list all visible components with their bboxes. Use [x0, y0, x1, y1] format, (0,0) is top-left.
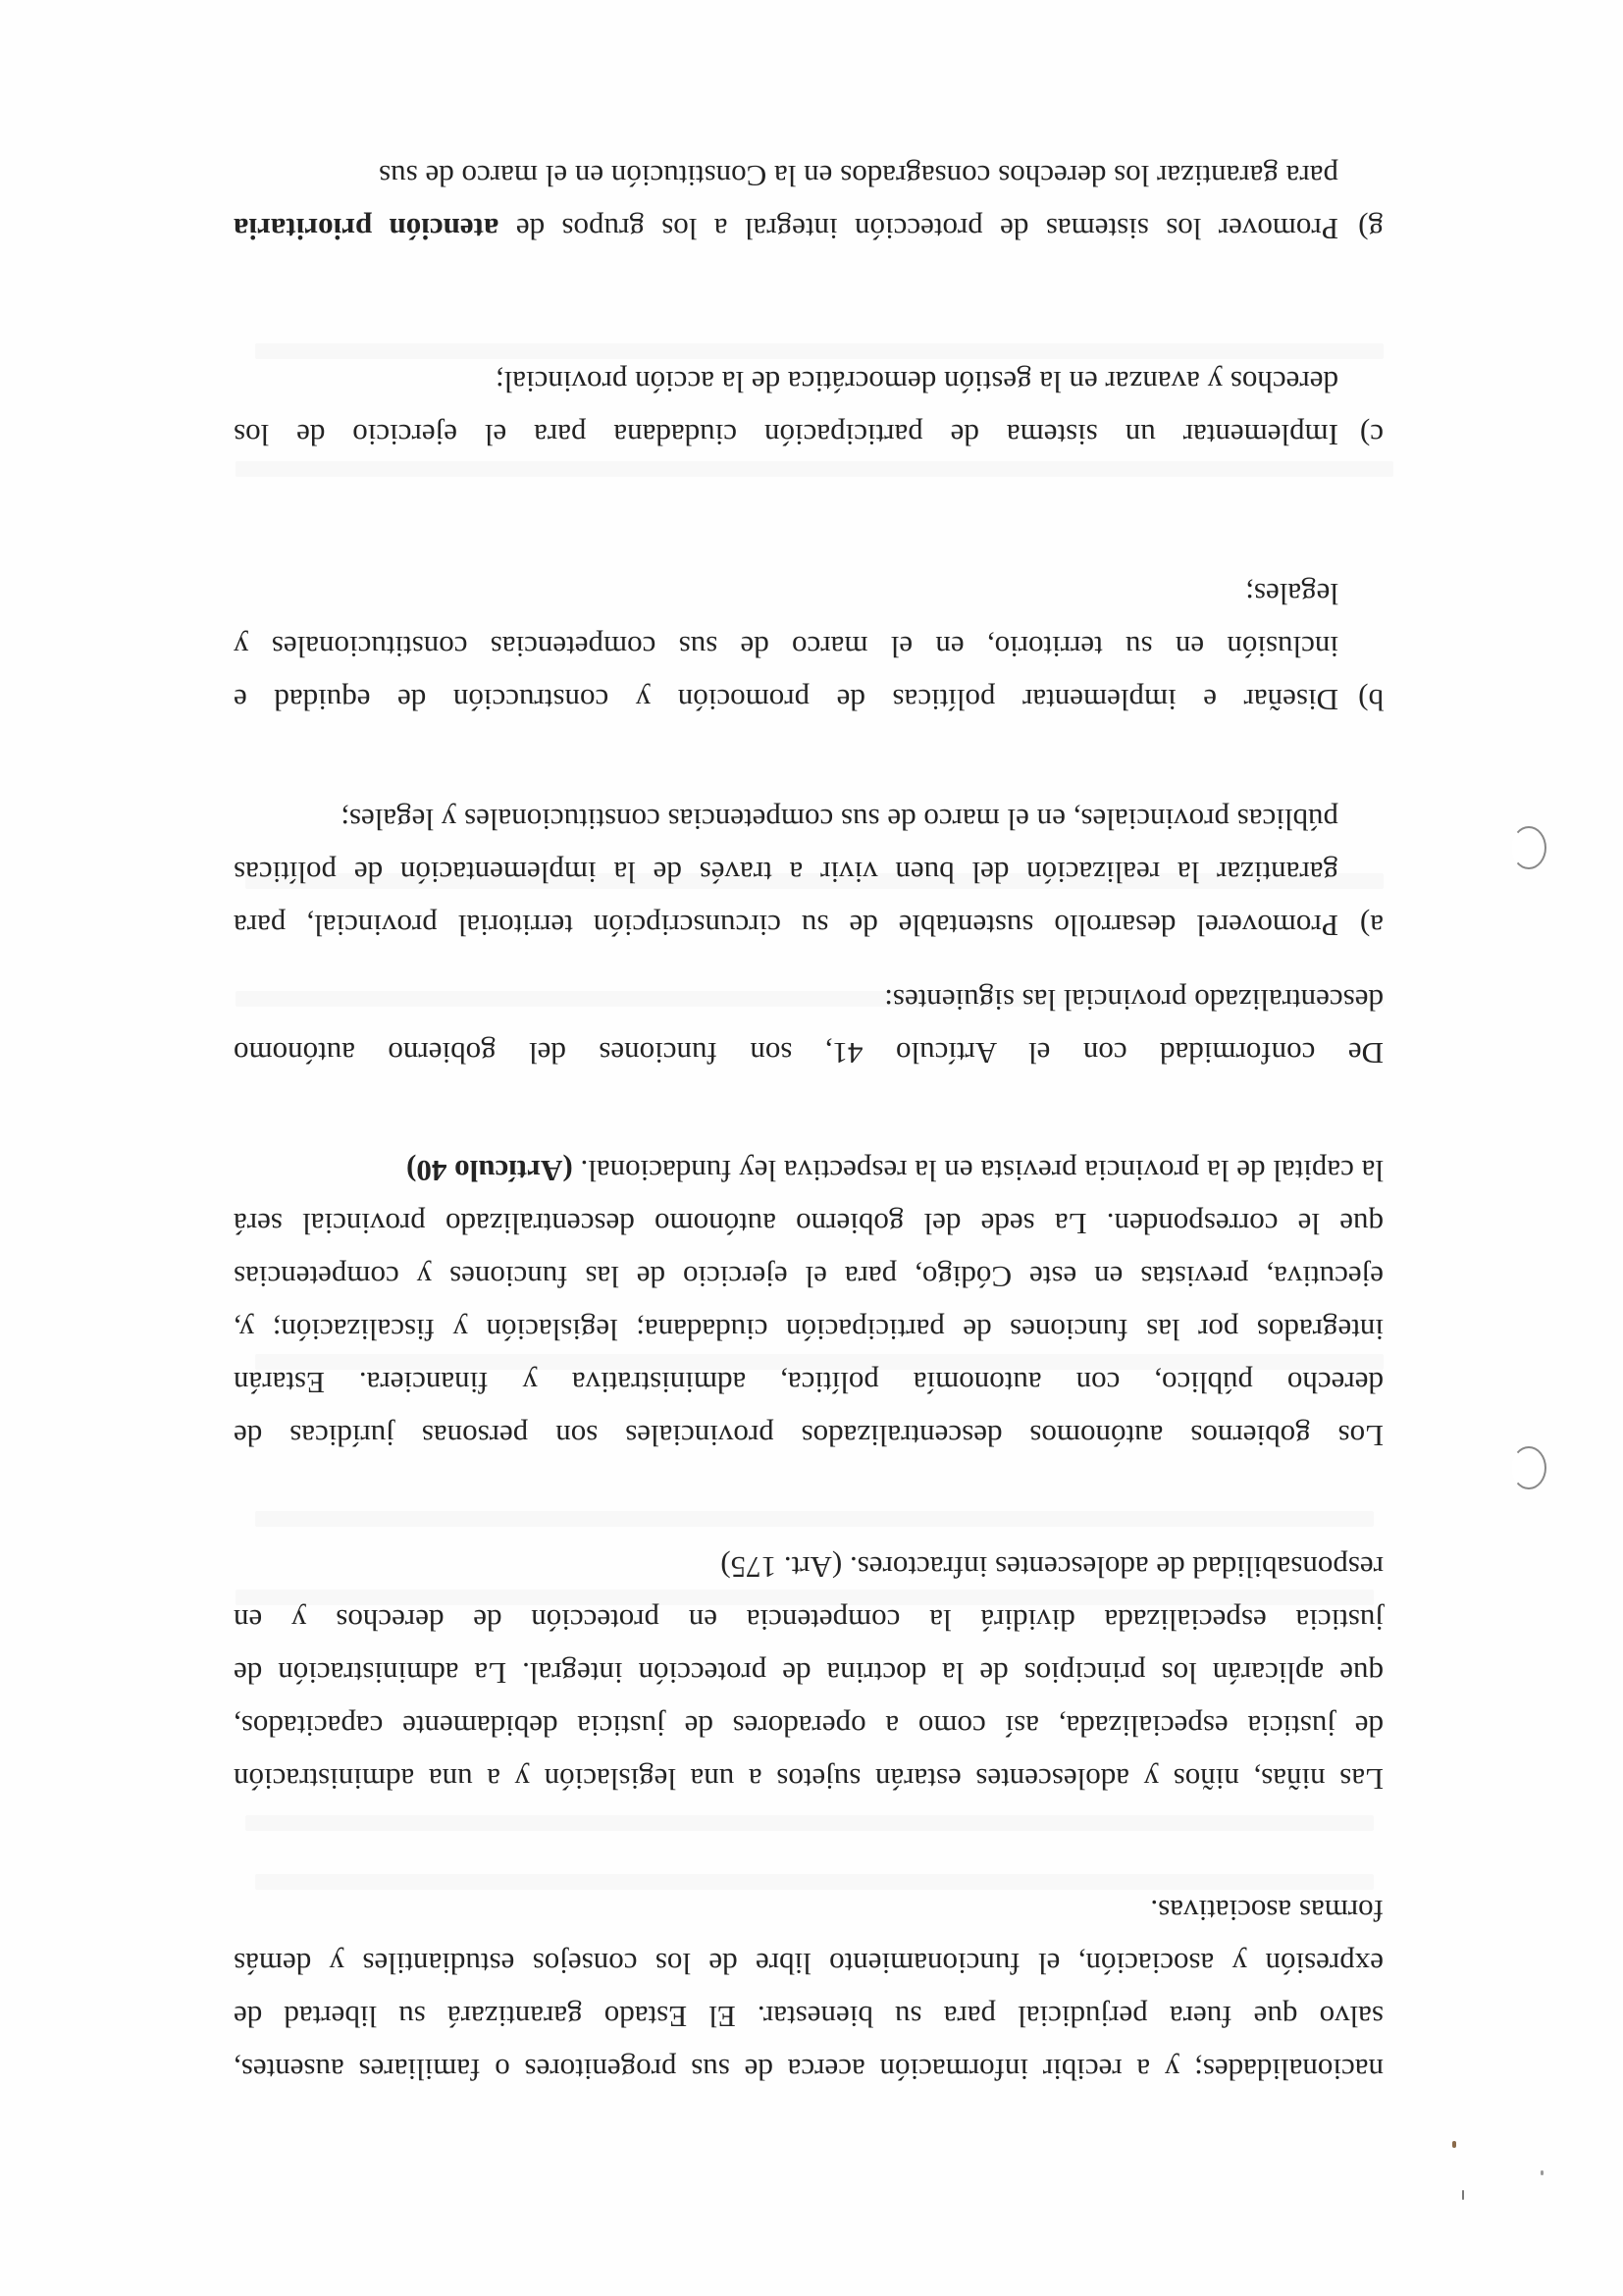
text-line: garantizar la realización del buen vivir a través de la implementación de políticas	[234, 856, 1338, 890]
list-item-a	[234, 785, 1384, 952]
list-item-g	[234, 137, 1384, 255]
text-line: que aplicarán los principios de la doctrina de protección integral. La administración de	[234, 1656, 1384, 1691]
text-line: derecho público, con autonomía política, administrativa y financiera. Estarán	[234, 1366, 1384, 1400]
text-line: nacionalidades; y a recibir información acerca de sus progenitores o familiares ausentes,	[234, 2053, 1384, 2087]
text-line: inclusión en su territorio, en el marco de sus competencias constitucionales y	[234, 630, 1338, 664]
text-line: Promoverel desarrollo sustentable de su circunscripción territorial provincial, para	[234, 909, 1338, 943]
paragraph-3	[234, 1144, 1384, 1462]
list-marker: b)	[1358, 683, 1384, 717]
text-line: Los gobiernos autónomos descentralizados provinciales son personas jurídicas de	[234, 1419, 1384, 1453]
text-line: ejecutiva, previstas en este Código, para el ejercicio de las funciones y competencias	[234, 1260, 1384, 1294]
text-line: de justicia especializada, así como a operadores de justicia debidamente capacitados,	[234, 1709, 1384, 1744]
text-line: públicas provinciales, en el marco de sus competencias constitucionales y legales;	[340, 803, 1338, 837]
text-line: justicia especializada dividirá la competencia en protección de derechos y en	[234, 1603, 1384, 1638]
scan-speck	[1462, 2190, 1464, 2200]
text-line: Las niñas, niños y adolescentes estarán sujetos a una legislación y a una administración	[234, 1762, 1384, 1797]
emphasis-text: atención prioritaria	[234, 212, 499, 246]
text-line: expresión y asociación, el funcionamiento libre de los consejos estudiantiles y demás	[234, 1947, 1384, 1981]
text-line: responsabilidad de adolescentes infractores. (Art. 175)	[720, 1550, 1384, 1585]
text-line: descentralizado provincial las siguientes:	[884, 983, 1384, 1018]
punch-hole-lower	[1511, 1446, 1546, 1489]
text-line: salvo que fuera perjudicial para su bienestar. El Estado garantizará su libertad de	[234, 2000, 1384, 2034]
text-line: que le corresponden. La sede del gobierno autónomo descentralizado provincial será	[234, 1207, 1384, 1241]
text-line-body: Promover los sistemas de protección integral a los grupos de	[498, 212, 1338, 246]
list-item-b	[234, 559, 1384, 726]
text-line: Diseñar e implementar políticas de promoción y construcción de equidad e	[234, 683, 1338, 717]
list-item-c	[234, 343, 1384, 461]
text-line: formas asociativas.	[1150, 1894, 1384, 1928]
paragraph-2	[234, 1540, 1384, 1805]
scan-speck	[1541, 2170, 1544, 2175]
text-line: legales;	[1245, 577, 1338, 611]
text-line	[234, 202, 1338, 255]
paragraph-1	[234, 1884, 1384, 2096]
punch-hole-upper	[1511, 826, 1546, 869]
list-marker: c)	[1359, 418, 1384, 452]
paragraph-4	[234, 973, 1384, 1079]
text-line-body: la capital de la provincia prevista en la respectiva ley fundacional.	[580, 1154, 1384, 1188]
text-line: para garantizar los derechos consagrados en la Constitución en el marco de sus	[379, 159, 1338, 193]
text-line	[234, 1144, 1384, 1197]
list-marker: g)	[1358, 212, 1384, 246]
text-line: Implementar un sistema de participación ciudadana para el ejercicio de los	[234, 418, 1338, 452]
text-line: derechos y avanzar en la gestión democrática de la acción provincial;	[496, 365, 1338, 399]
list-marker: a)	[1359, 909, 1384, 943]
article-reference: (Artículo 40)	[406, 1154, 573, 1188]
scan-speck	[1452, 2141, 1456, 2148]
text-line: integrados por las funciones de participación ciudadana; legislación y fiscalización; y,	[234, 1313, 1384, 1347]
text-line: De conformidad con el Artículo 41, son funciones del gobierno autónomo	[234, 1036, 1384, 1070]
